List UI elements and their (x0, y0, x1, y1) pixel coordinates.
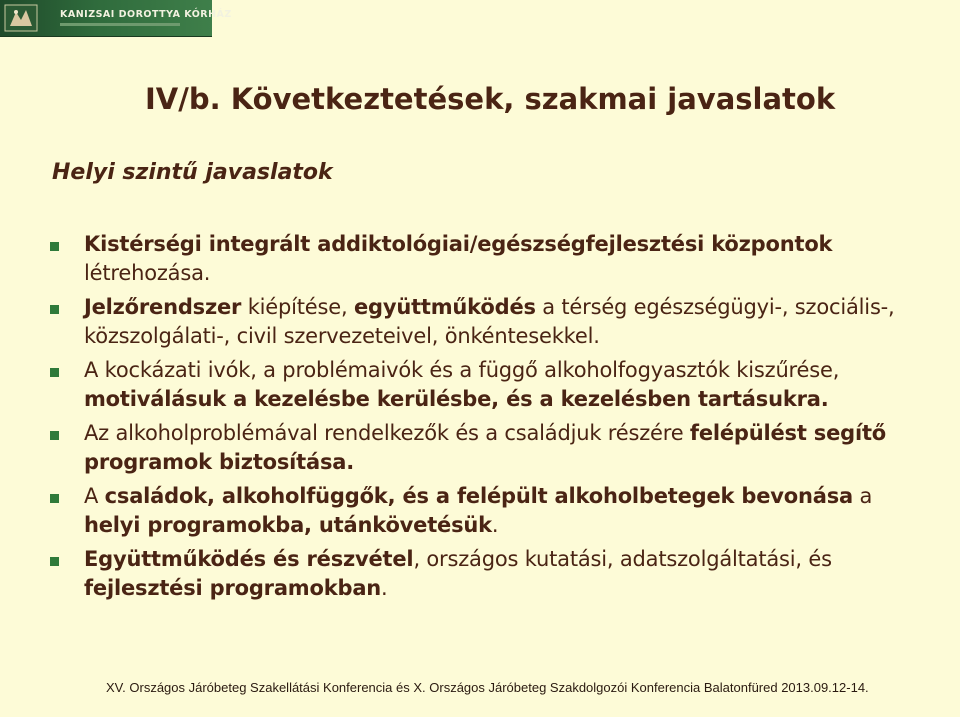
list-item (44, 293, 924, 351)
hospital-logo (0, 0, 232, 37)
list-item (44, 545, 924, 603)
logo-title: KANIZSAI DOROTTYA KÓRHÁZ (60, 8, 232, 20)
item-text: a (853, 484, 873, 508)
list-item (44, 482, 924, 540)
item-bold-text: motiválásuk a kezelésbe kerülésbe, és a kezelésben tartásukra. (84, 387, 829, 411)
item-text: , országos kutatási, adatszolgáltatási, és (413, 547, 832, 571)
item-text: a térség egészségügyi-, szociális-, közszolgálati-, civil szervezeteivel, önkéntesekkel. (84, 295, 895, 348)
list-item (44, 356, 924, 414)
item-text: A (84, 484, 105, 508)
item-bold-text: Együttműködés és részvétel (84, 547, 414, 571)
conference-footer: XV. Országos Járóbeteg Szakellátási Konferencia és X. Országos Járóbeteg Szakdolgozói Konferencia Balatonfüred 2013.09.12-14. (106, 680, 869, 695)
square-bullet-icon (50, 431, 59, 440)
item-text: A kockázati ivók, a problémaivók és a függő alkoholfogyasztók kiszűrése, (84, 358, 840, 382)
item-text: létrehozása. (84, 261, 211, 285)
square-bullet-icon (50, 242, 59, 251)
item-text: kiépítése, (241, 295, 354, 319)
square-bullet-icon (50, 368, 59, 377)
recommendation-list (44, 230, 924, 608)
item-text: . (491, 513, 499, 537)
square-bullet-icon (50, 305, 59, 314)
item-bold-text: együttműködés (353, 295, 536, 319)
hospital-emblem-icon (4, 3, 38, 33)
item-text: . (381, 576, 388, 600)
item-bold-text: fejlesztési programokban (84, 576, 382, 600)
item-text: Az alkoholproblémával rendelkezők és a családjuk részére (84, 421, 690, 445)
slide-subtitle: Helyi szintű javaslatok (52, 160, 333, 185)
item-bold-text: Jelzőrendszer (84, 295, 242, 319)
logo-underline (60, 23, 180, 26)
slide-title: IV/b. Következtetések, szakmai javaslatok (145, 82, 836, 116)
item-bold-text: Kistérségi integrált addiktológiai/egészségfejlesztési központok (84, 232, 833, 256)
square-bullet-icon (50, 557, 59, 566)
item-bold-text: helyi programokba, utánkövetésük (84, 513, 492, 537)
list-item (44, 419, 924, 477)
item-bold-text: felépülést segítő programok biztosítása. (84, 421, 887, 474)
square-bullet-icon (50, 494, 59, 503)
item-bold-text: családok, alkoholfüggők, és a felépült alkoholbetegek bevonása (104, 484, 854, 508)
list-item (44, 230, 924, 288)
